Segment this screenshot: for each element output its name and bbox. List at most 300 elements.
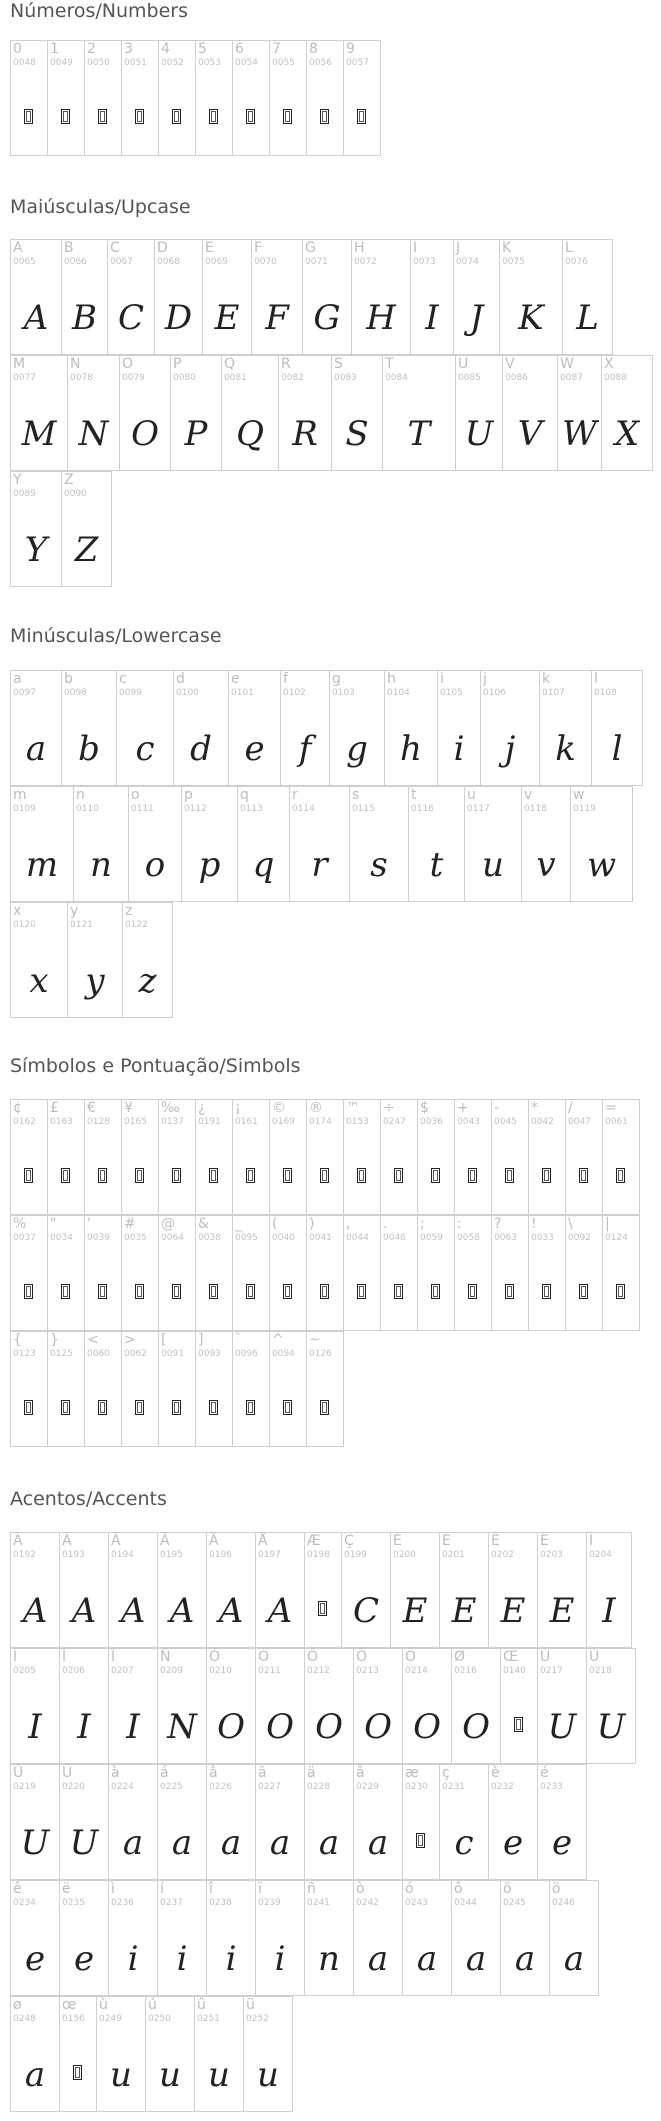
glyph-cell[interactable]	[602, 1215, 640, 1331]
glyph-cell[interactable]	[181, 786, 238, 902]
glyph-cell[interactable]	[61, 239, 108, 355]
glyph-row	[10, 355, 652, 471]
glyph-cell[interactable]	[232, 1099, 270, 1215]
glyph-cell[interactable]	[121, 1215, 159, 1331]
character-label: Ï	[111, 1649, 116, 1665]
glyph-cell[interactable]	[269, 1215, 307, 1331]
character-code: 0035	[124, 1233, 147, 1243]
glyph-cell[interactable]	[202, 239, 252, 355]
glyph-cell[interactable]	[121, 1099, 159, 1215]
missing-glyph-icon	[283, 1284, 292, 1299]
glyph-cell[interactable]	[565, 1215, 603, 1331]
glyph-cell[interactable]	[302, 239, 352, 355]
glyph-cell[interactable]	[84, 1215, 122, 1331]
character-label: W	[560, 356, 574, 372]
missing-glyph-icon	[209, 1168, 218, 1183]
glyph-sample: u	[257, 2055, 279, 2095]
glyph-cell[interactable]	[491, 1215, 529, 1331]
missing-glyph-icon	[24, 1168, 33, 1183]
character-code: 0234	[13, 1898, 36, 1908]
glyph-cell[interactable]	[341, 1532, 391, 1648]
missing-glyph-icon	[61, 1168, 70, 1183]
glyph-cell[interactable]	[195, 40, 233, 156]
glyph-sample: n	[90, 845, 112, 885]
character-code: 0051	[124, 58, 147, 68]
glyph-cell[interactable]	[206, 1880, 256, 1996]
glyph-cell[interactable]	[353, 1764, 403, 1880]
glyph-sample: A	[22, 1591, 48, 1631]
glyph-cell[interactable]	[10, 786, 74, 902]
character-code: 0169	[272, 1117, 295, 1127]
missing-glyph-icon	[505, 1168, 514, 1183]
character-label: c	[119, 671, 127, 687]
glyph-row	[10, 786, 632, 902]
glyph-cell[interactable]	[108, 1880, 158, 1996]
glyph-row	[10, 40, 380, 156]
character-label: œ	[62, 1997, 77, 2013]
glyph-cell[interactable]	[10, 1996, 60, 2112]
glyph-cell[interactable]	[304, 1532, 342, 1648]
glyph-cell[interactable]	[47, 1331, 85, 1447]
glyph-cell[interactable]	[10, 1099, 48, 1215]
character-code: 0036	[420, 1117, 443, 1127]
glyph-cell[interactable]	[206, 1648, 256, 1764]
glyph-cell[interactable]	[408, 786, 465, 902]
glyph-cell[interactable]	[195, 1215, 233, 1331]
glyph-sample: e	[244, 729, 265, 769]
character-label: N	[70, 356, 81, 372]
glyph-cell[interactable]	[453, 239, 500, 355]
glyph-cell[interactable]	[116, 670, 174, 786]
glyph-sample: e	[24, 1939, 46, 1979]
glyph-cell[interactable]	[255, 1532, 305, 1648]
section-title: Símbolos e Pontuação/Simbols	[10, 1055, 301, 1077]
glyph-cell[interactable]	[228, 670, 281, 786]
glyph-cell[interactable]	[59, 1996, 97, 2112]
glyph-cell[interactable]	[586, 1532, 632, 1648]
missing-glyph-icon	[246, 1400, 255, 1415]
glyph-cell[interactable]	[145, 1996, 195, 2112]
character-label: 2	[87, 41, 96, 57]
character-code: 0093	[198, 1349, 221, 1359]
glyph-cell[interactable]	[602, 1099, 640, 1215]
character-label: a	[13, 671, 22, 687]
glyph-cell[interactable]	[84, 1331, 122, 1447]
glyph-cell[interactable]	[402, 1880, 452, 1996]
glyph-sample: Y	[24, 530, 48, 570]
glyph-cell[interactable]	[67, 902, 123, 1018]
glyph-cell[interactable]	[562, 239, 613, 355]
character-code: 0061	[605, 1117, 628, 1127]
glyph-cell[interactable]	[380, 1099, 418, 1215]
character-label: Ö	[405, 1649, 417, 1665]
glyph-cell[interactable]	[255, 1880, 305, 1996]
character-code: 0209	[160, 1666, 183, 1676]
glyph-cell[interactable]	[565, 1099, 603, 1215]
glyph-cell[interactable]	[384, 670, 438, 786]
character-code: 0095	[235, 1233, 258, 1243]
glyph-cell[interactable]	[119, 355, 171, 471]
character-code: 0040	[272, 1233, 295, 1243]
glyph-cell[interactable]	[61, 670, 117, 786]
glyph-cell[interactable]	[488, 1532, 538, 1648]
glyph-cell[interactable]	[402, 1764, 440, 1880]
character-code: 0237	[160, 1898, 183, 1908]
glyph-cell[interactable]	[10, 1215, 48, 1331]
missing-glyph-icon	[318, 1601, 327, 1616]
glyph-cell[interactable]	[221, 355, 279, 471]
glyph-cell[interactable]	[157, 1532, 207, 1648]
glyph-cell[interactable]	[10, 1880, 60, 1996]
glyph-cell[interactable]	[306, 1215, 344, 1331]
character-code: 0192	[13, 1550, 36, 1560]
character-label: A	[13, 240, 23, 256]
glyph-cell[interactable]	[601, 355, 653, 471]
character-label: ?	[494, 1216, 502, 1232]
glyph-cell[interactable]	[382, 355, 456, 471]
character-label: '	[87, 1216, 91, 1232]
glyph-sample: a	[563, 1939, 585, 1979]
glyph-cell[interactable]	[59, 1764, 109, 1880]
glyph-cell[interactable]	[454, 1215, 492, 1331]
character-label: Ô	[307, 1649, 319, 1665]
character-label: ï	[258, 1881, 262, 1897]
glyph-cell[interactable]	[47, 1099, 85, 1215]
character-code: 0197	[258, 1550, 281, 1560]
glyph-cell[interactable]	[84, 1099, 122, 1215]
glyph-cell[interactable]	[439, 1532, 489, 1648]
glyph-cell[interactable]	[500, 1880, 550, 1996]
character-label: ã	[258, 1765, 267, 1781]
glyph-cell[interactable]	[154, 239, 203, 355]
glyph-cell[interactable]	[10, 239, 62, 355]
glyph-sample: V	[517, 414, 543, 454]
glyph-cell[interactable]	[237, 786, 290, 902]
glyph-cell[interactable]	[455, 355, 503, 471]
character-label: 5	[198, 41, 207, 57]
glyph-cell[interactable]	[10, 1648, 60, 1764]
glyph-cell[interactable]	[451, 1880, 501, 1996]
glyph-cell[interactable]	[591, 670, 643, 786]
glyph-cell[interactable]	[84, 40, 122, 156]
glyph-cell[interactable]	[108, 1532, 158, 1648]
glyph-cell[interactable]	[121, 40, 159, 156]
character-code: 0174	[309, 1117, 332, 1127]
glyph-cell[interactable]	[402, 1648, 452, 1764]
glyph-cell[interactable]	[491, 1099, 529, 1215]
glyph-cell[interactable]	[255, 1764, 305, 1880]
character-code: 0058	[457, 1233, 480, 1243]
character-label: ò	[356, 1881, 365, 1897]
glyph-cell[interactable]	[410, 239, 454, 355]
character-code: 0052	[161, 58, 184, 68]
missing-glyph-icon	[246, 109, 255, 124]
glyph-cell[interactable]	[528, 1099, 566, 1215]
glyph-cell[interactable]	[537, 1532, 587, 1648]
glyph-sample: i	[453, 729, 465, 769]
character-code: 0055	[272, 58, 295, 68]
character-label: "	[50, 1216, 57, 1232]
character-code: 0115	[352, 804, 375, 814]
glyph-sample: a	[25, 729, 47, 769]
glyph-cell[interactable]	[329, 670, 385, 786]
glyph-sample: v	[536, 845, 556, 885]
glyph-sample: j	[504, 729, 516, 769]
glyph-cell[interactable]	[280, 670, 330, 786]
glyph-cell[interactable]	[269, 40, 307, 156]
character-code: 0198	[307, 1550, 330, 1560]
character-code: 0092	[568, 1233, 591, 1243]
glyph-cell[interactable]	[439, 1764, 489, 1880]
glyph-cell[interactable]	[269, 1331, 307, 1447]
glyph-sample: X	[614, 414, 640, 454]
character-code: 0241	[307, 1898, 330, 1908]
character-code: 0210	[209, 1666, 232, 1676]
character-label: }	[50, 1332, 59, 1348]
glyph-cell[interactable]	[278, 355, 332, 471]
glyph-sample: I	[602, 1591, 616, 1631]
glyph-sample: c	[135, 729, 155, 769]
character-label: `	[235, 1332, 242, 1348]
glyph-sample: i	[225, 1939, 237, 1979]
glyph-cell[interactable]	[206, 1764, 256, 1880]
character-label: t	[411, 787, 417, 803]
character-code: 0246	[552, 1898, 575, 1908]
glyph-cell[interactable]	[67, 355, 120, 471]
glyph-cell[interactable]	[353, 1880, 403, 1996]
character-code: 0103	[332, 688, 355, 698]
glyph-sample: B	[72, 298, 97, 338]
glyph-cell[interactable]	[121, 1331, 159, 1447]
character-label: ™	[346, 1100, 360, 1116]
glyph-cell[interactable]	[502, 355, 558, 471]
glyph-cell[interactable]	[59, 1532, 109, 1648]
glyph-cell[interactable]	[451, 1648, 501, 1764]
character-label: ~	[309, 1332, 321, 1348]
character-code: 0201	[442, 1550, 465, 1560]
character-code: 0204	[589, 1550, 612, 1560]
glyph-sample: r	[311, 845, 328, 885]
glyph-cell[interactable]	[122, 902, 173, 1018]
character-code: 0098	[64, 688, 87, 698]
glyph-cell[interactable]	[195, 1099, 233, 1215]
glyph-cell[interactable]	[499, 239, 563, 355]
character-label: (	[272, 1216, 278, 1232]
glyph-cell[interactable]	[437, 670, 481, 786]
character-label: ÷	[383, 1100, 395, 1116]
glyph-cell[interactable]	[480, 670, 540, 786]
glyph-cell[interactable]	[251, 239, 303, 355]
missing-glyph-icon	[616, 1168, 625, 1183]
glyph-cell[interactable]	[10, 670, 62, 786]
character-label: y	[70, 903, 79, 919]
character-label: ¡	[235, 1100, 241, 1116]
glyph-cell[interactable]	[380, 1215, 418, 1331]
glyph-cell[interactable]	[10, 1764, 60, 1880]
glyph-sample: H	[366, 298, 396, 338]
glyph-cell[interactable]	[351, 239, 411, 355]
glyph-cell[interactable]	[108, 1764, 158, 1880]
glyph-cell[interactable]	[157, 1880, 207, 1996]
glyph-cell[interactable]	[343, 1215, 381, 1331]
glyph-cell[interactable]	[59, 1648, 109, 1764]
character-code: 0224	[111, 1782, 134, 1792]
missing-glyph-icon	[320, 1284, 329, 1299]
glyph-cell[interactable]	[289, 786, 350, 902]
glyph-cell[interactable]	[417, 1099, 455, 1215]
glyph-sample: U	[547, 1707, 577, 1747]
character-label: z	[125, 903, 133, 919]
character-label: Ã	[160, 1533, 170, 1549]
glyph-sample: a	[514, 1939, 536, 1979]
character-code: 0122	[125, 920, 148, 930]
glyph-cell[interactable]	[73, 786, 129, 902]
missing-glyph-icon	[357, 1168, 366, 1183]
glyph-cell[interactable]	[586, 1648, 636, 1764]
glyph-cell[interactable]	[158, 1331, 196, 1447]
character-label: ë	[62, 1881, 71, 1897]
glyph-sample: N	[78, 414, 109, 454]
character-code: 0064	[161, 1233, 184, 1243]
glyph-cell[interactable]	[454, 1099, 492, 1215]
glyph-cell[interactable]	[255, 1648, 305, 1764]
glyph-cell[interactable]	[417, 1215, 455, 1331]
character-label: [	[161, 1332, 167, 1348]
character-code: 0111	[131, 804, 154, 814]
glyph-cell[interactable]	[232, 1215, 270, 1331]
glyph-cell[interactable]	[500, 1648, 538, 1764]
character-label: è	[491, 1765, 500, 1781]
glyph-cell[interactable]	[537, 1648, 587, 1764]
glyph-sample: N	[167, 1707, 197, 1747]
missing-glyph-icon	[468, 1284, 477, 1299]
glyph-cell[interactable]	[269, 1099, 307, 1215]
character-label: í	[160, 1881, 164, 1897]
glyph-cell[interactable]	[10, 40, 48, 156]
character-code: 0121	[70, 920, 93, 930]
character-label: Æ	[307, 1533, 321, 1549]
glyph-cell[interactable]	[557, 355, 602, 471]
glyph-cell[interactable]	[537, 1764, 587, 1880]
glyph-cell[interactable]	[206, 1532, 256, 1648]
glyph-cell[interactable]	[10, 355, 68, 471]
glyph-cell[interactable]	[353, 1648, 403, 1764]
glyph-cell[interactable]	[304, 1764, 354, 1880]
character-code: 0068	[157, 257, 180, 267]
glyph-cell[interactable]	[521, 786, 571, 902]
character-label: h	[387, 671, 396, 687]
character-label: ‰	[161, 1100, 180, 1116]
character-label: \	[568, 1216, 573, 1232]
glyph-cell[interactable]	[232, 40, 270, 156]
character-code: 0252	[246, 2014, 269, 2024]
glyph-cell[interactable]	[304, 1648, 354, 1764]
glyph-cell[interactable]	[306, 40, 344, 156]
glyph-cell[interactable]	[61, 471, 112, 587]
character-code: 0048	[13, 58, 36, 68]
character-label: î	[209, 1881, 213, 1897]
glyph-cell[interactable]	[158, 1099, 196, 1215]
glyph-cell[interactable]	[306, 1331, 344, 1447]
character-label: _	[235, 1216, 242, 1232]
character-code: 0038	[198, 1233, 221, 1243]
glyph-cell[interactable]	[528, 1215, 566, 1331]
glyph-cell[interactable]	[570, 786, 633, 902]
glyph-sample: w	[586, 845, 617, 885]
character-code: 0091	[161, 1349, 184, 1359]
glyph-cell[interactable]	[10, 471, 62, 587]
character-code: 0238	[209, 1898, 232, 1908]
glyph-cell[interactable]	[539, 670, 592, 786]
glyph-cell[interactable]	[157, 1648, 207, 1764]
glyph-sample: a	[367, 1823, 389, 1863]
glyph-cell[interactable]	[464, 786, 522, 902]
glyph-cell[interactable]	[331, 355, 383, 471]
glyph-cell[interactable]	[10, 1331, 48, 1447]
character-label: o	[131, 787, 140, 803]
glyph-cell[interactable]	[304, 1880, 354, 1996]
glyph-cell[interactable]	[96, 1996, 146, 2112]
glyph-cell[interactable]	[390, 1532, 440, 1648]
missing-glyph-icon	[394, 1284, 403, 1299]
character-label: #	[124, 1216, 136, 1232]
glyph-sample: C	[352, 1591, 379, 1631]
glyph-sample: W	[562, 414, 597, 454]
glyph-cell[interactable]	[343, 1099, 381, 1215]
section-title: Números/Numbers	[10, 0, 188, 22]
glyph-sample: i	[176, 1939, 188, 1979]
glyph-sample: q	[252, 845, 275, 885]
character-code: 0096	[235, 1349, 258, 1359]
glyph-cell[interactable]	[306, 1099, 344, 1215]
character-label: E	[205, 240, 214, 256]
glyph-cell[interactable]	[194, 1996, 244, 2112]
glyph-sample: T	[407, 414, 431, 454]
glyph-cell[interactable]	[157, 1764, 207, 1880]
glyph-cell[interactable]	[108, 1648, 158, 1764]
glyph-cell[interactable]	[158, 1215, 196, 1331]
glyph-cell[interactable]	[128, 786, 182, 902]
glyph-cell[interactable]	[349, 786, 409, 902]
glyph-cell[interactable]	[158, 40, 196, 156]
glyph-cell[interactable]	[47, 1215, 85, 1331]
glyph-cell[interactable]	[107, 239, 155, 355]
glyph-cell[interactable]	[488, 1764, 538, 1880]
character-code: 0112	[184, 804, 207, 814]
character-code: 0084	[385, 373, 408, 383]
glyph-cell[interactable]	[243, 1996, 293, 2112]
character-code: 0097	[13, 688, 36, 698]
character-label: 9	[346, 41, 355, 57]
missing-glyph-icon	[135, 1168, 144, 1183]
glyph-cell[interactable]	[10, 902, 68, 1018]
glyph-cell[interactable]	[10, 1532, 60, 1648]
glyph-cell[interactable]	[59, 1880, 109, 1996]
glyph-cell[interactable]	[173, 670, 229, 786]
glyph-sample: U	[596, 1707, 626, 1747]
character-code: 0212	[307, 1666, 330, 1676]
character-code: 0085	[458, 373, 481, 383]
glyph-cell[interactable]	[343, 40, 381, 156]
glyph-cell[interactable]	[47, 40, 85, 156]
character-code: 0087	[560, 373, 583, 383]
character-label: M	[13, 356, 26, 372]
glyph-cell[interactable]	[195, 1331, 233, 1447]
glyph-cell[interactable]	[549, 1880, 599, 1996]
glyph-cell[interactable]	[170, 355, 222, 471]
glyph-cell[interactable]	[232, 1331, 270, 1447]
character-code: 0205	[13, 1666, 36, 1676]
